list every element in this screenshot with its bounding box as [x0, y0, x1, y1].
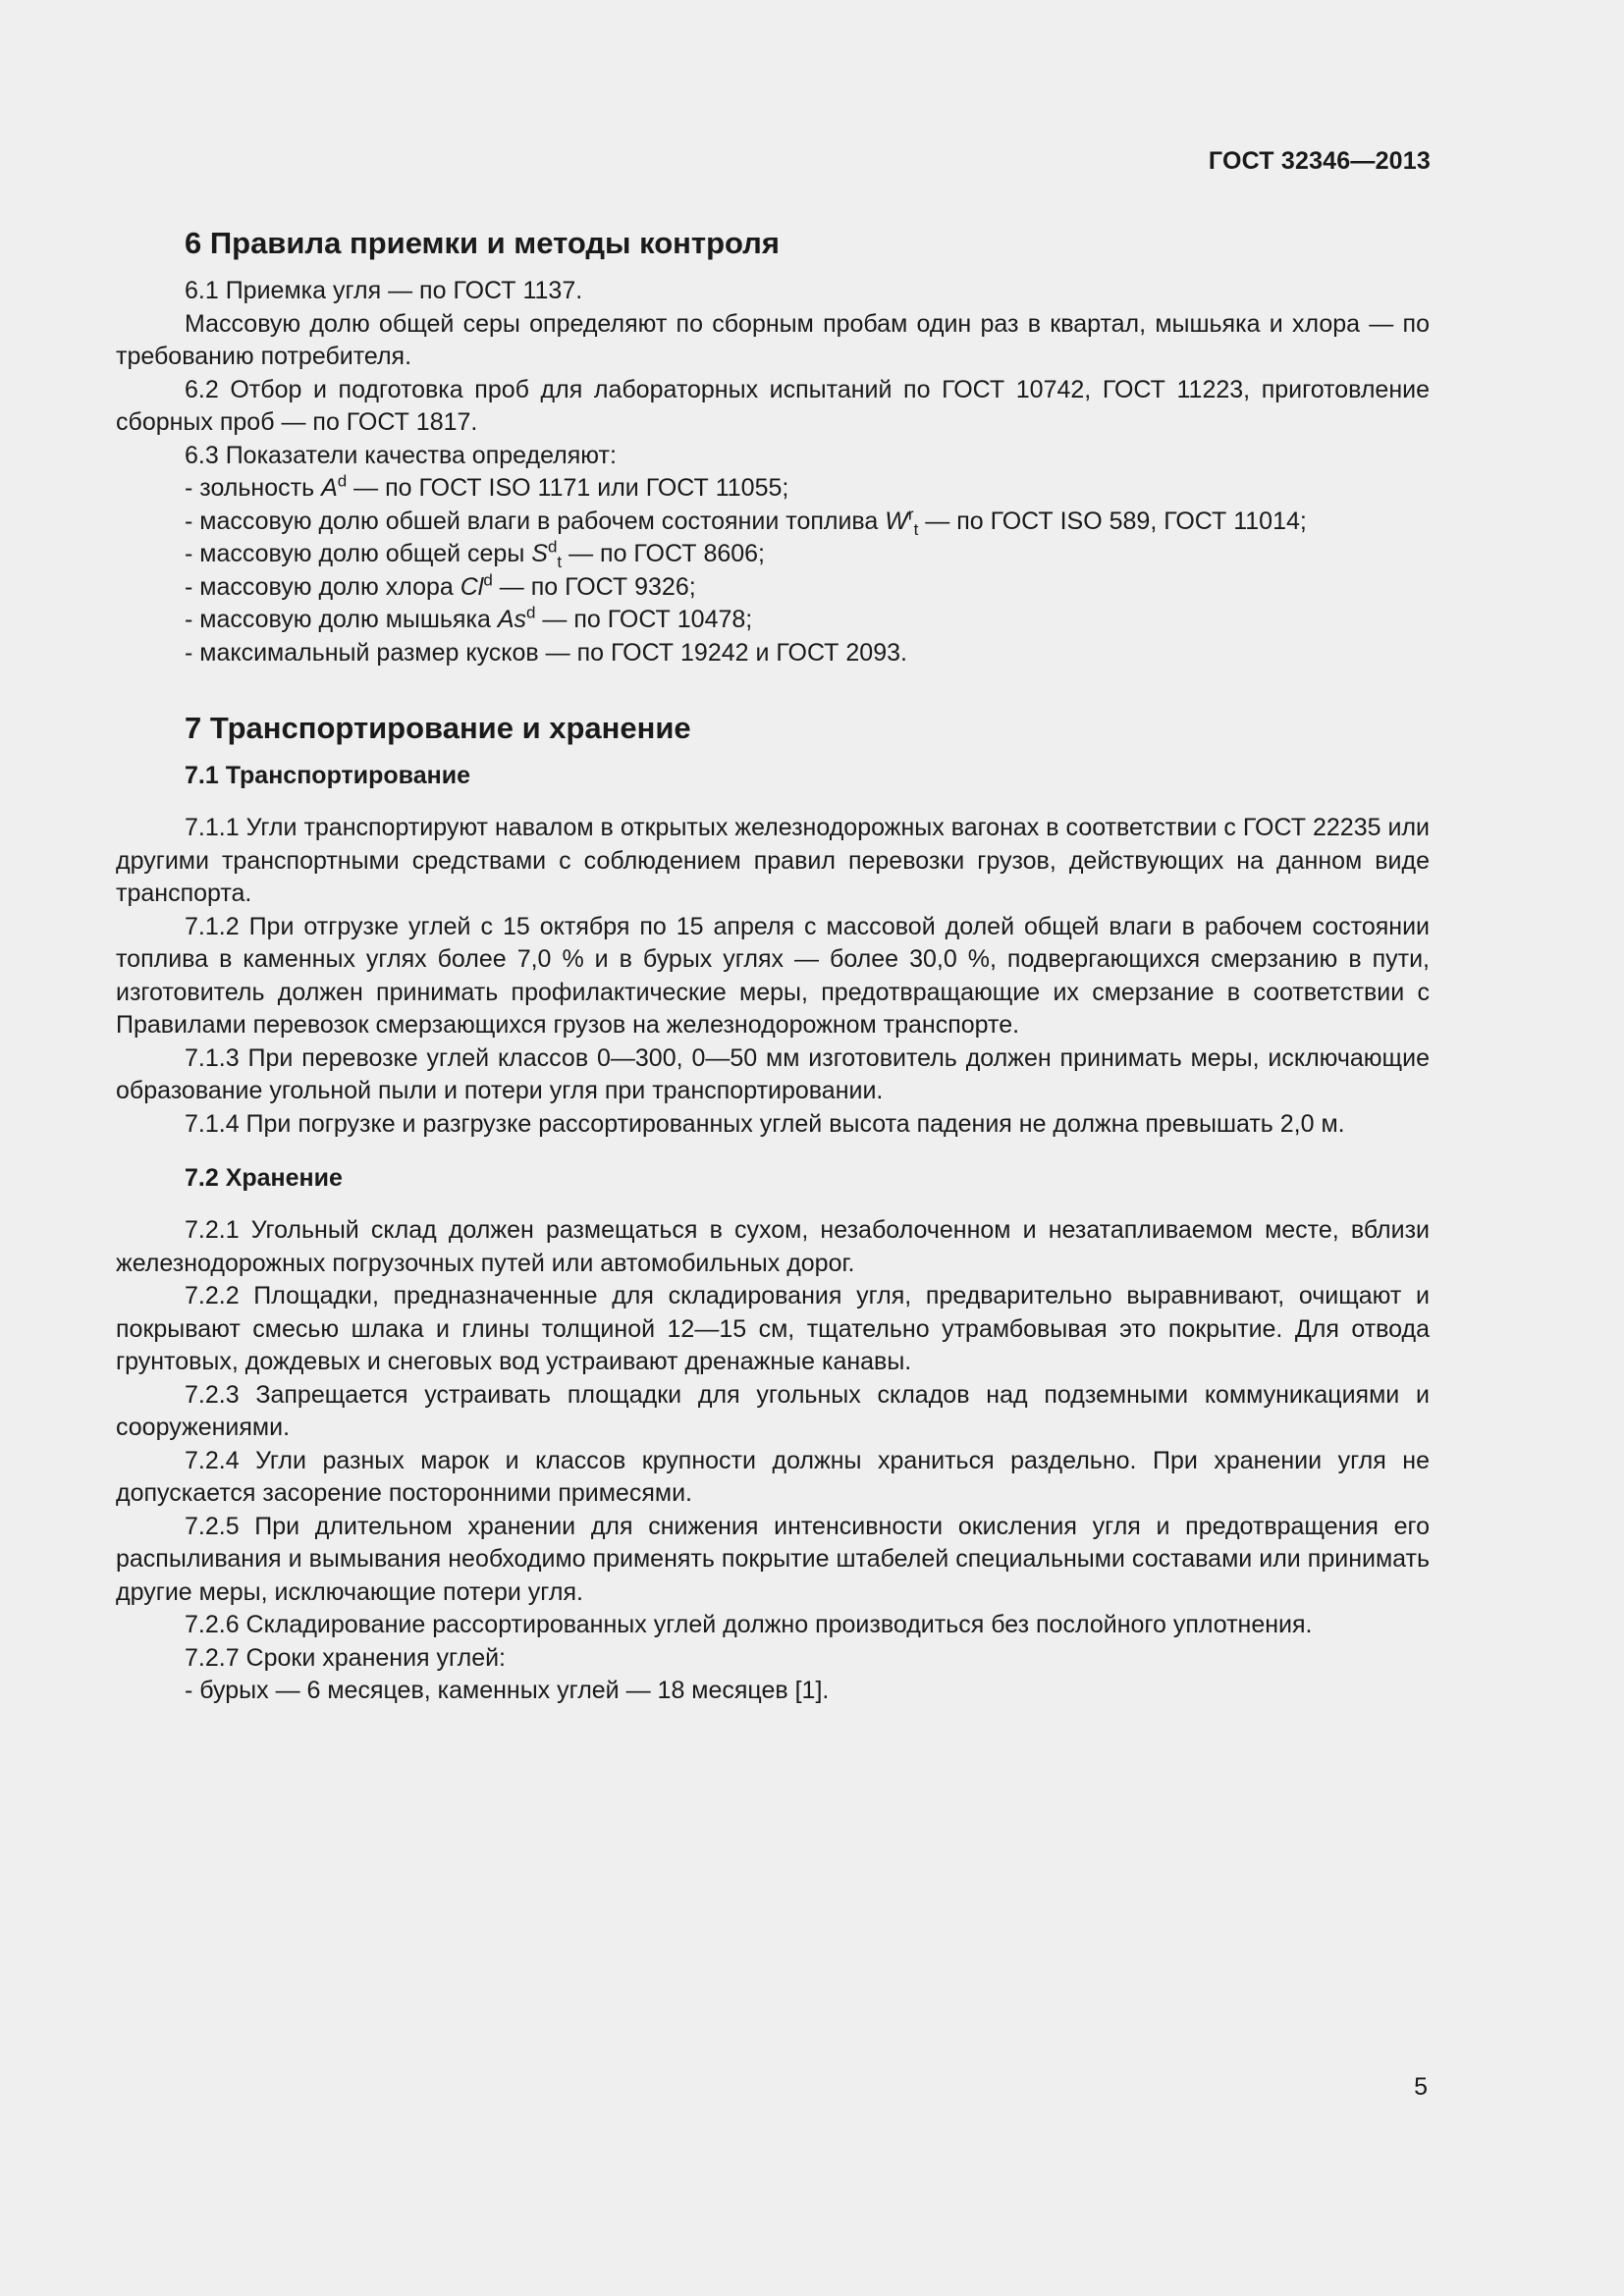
paragraph-6-1-sulfur: Массовую долю общей серы определяют по сборным пробам один раз в квартал, мышьяка и хлора — по требованию потребителя.	[116, 309, 1430, 370]
paragraph-6-3: 6.3 Показатели качества определяют:	[185, 441, 617, 469]
paragraph-7-2-5: 7.2.5 При длительном хранении для снижения интенсивности окисления угля и предотвращения его распыливания и вымывания необходимо применять покрытие штабелей специальными составами или принимать другие меры, исключающие потери угля.	[116, 1512, 1430, 1606]
list-item-storage-terms: - бурых — 6 месяцев, каменных углей — 18 месяцев [1].	[185, 1677, 830, 1704]
page-content	[116, 216, 1430, 1708]
paragraph-7-1-3: 7.1.3 При перевозке углей классов 0—300, 0—50 мм изготовитель должен принимать меры, исключающие образование угольной пыли и потери угля при транспортировании.	[116, 1043, 1430, 1104]
subsection-7-1-title: 7.1 Транспортирование	[185, 762, 470, 789]
paragraph-7-1-4: 7.1.4 При погрузке и разгрузке рассортированных углей высота падения не должна превышать 2,0 м.	[185, 1109, 1345, 1138]
paragraph-7-2-7: 7.2.7 Сроки хранения углей:	[185, 1643, 507, 1672]
paragraph-7-2-4: 7.2.4 Угли разных марок и классов крупности должны храниться раздельно. При хранении угля не допускается засорение посторонними примесями.	[116, 1446, 1430, 1507]
paragraph-7-1-1: 7.1.1 Угли транспортируют навалом в открытых железнодорожных вагонах в соответствии с ГОСТ 22235 или другими транспортными средствами с соблюдением правил перевозки грузов, действующих на данном виде транспорта.	[116, 814, 1430, 907]
list-item-ash: - зольность $A^d$ — по ГОСТ ISO 1171 или ГОСТ 11055;	[185, 471, 789, 502]
paragraph-6-1: 6.1 Приемка угля — по ГОСТ 1137.	[185, 277, 583, 304]
paragraph-7-2-2: 7.2.2 Площадки, предназначенные для складирования угля, предварительно выравнивают, очищают и покрывают смесью шлака и глины толщиной 12—15 см, тщательно утрамбовывая это покрытие. Для отвода грунтовых, дождевых и снеговых вод устраивают дренажные канавы.	[116, 1282, 1430, 1375]
section-6-title: 6 Правила приемки и методы контроля	[185, 226, 780, 260]
paragraph-6-2: 6.2 Отбор и подготовка проб для лабораторных испытаний по ГОСТ 10742, ГОСТ 11223, приготовление сборных проб — по ГОСТ 1817.	[116, 375, 1430, 436]
list-item-arsenic: - массовую долю мышьяка As$^d$ — по ГОСТ 10478;	[185, 603, 753, 633]
paragraph-7-2-6: 7.2.6 Складирование рассортированных углей должно производиться без послойного уплотнения.	[185, 1611, 1313, 1638]
paragraph-7-2-3: 7.2.3 Запрещается устраивать площадки для угольных складов над подземными коммуникациями и сооружениями.	[116, 1380, 1430, 1441]
document-code: ГОСТ 32346—2013	[1208, 147, 1431, 175]
subsection-7-2-title: 7.2 Хранение	[185, 1164, 343, 1192]
paragraph-7-2-1: 7.2.1 Угольный склад должен размещаться в сухом, незаболоченном и незатапливаемом месте, вблизи железнодорожных погрузочных путей или автомобильных дорог.	[116, 1216, 1430, 1277]
list-item-chlorine: - массовую долю хлора Cl$^d$ — по ГОСТ 9326;	[185, 570, 696, 601]
paragraph-7-1-2: 7.1.2 При отгрузке углей с 15 октября по 15 апреля с массовой долей общей влаги в рабочем состоянии топлива в каменных углях более 7,0 % и в бурых углях — более 30,0 %, подвергающихся смерзанию в пути, изготовитель должен принимать профилактические меры, предотвращающие их смерзание в соответствии с Правилами перевозок смерзающихся грузов на железнодорожном транспорте.	[116, 912, 1430, 1039]
list-item-sulfur: - массовую долю общей серы $S^d_t$ — по ГОСТ 8606;	[185, 537, 766, 571]
page-number: 5	[1414, 2073, 1428, 2101]
section-7-title: 7 Транспортирование и хранение	[185, 711, 691, 745]
list-item-moisture: - массовую долю обшей влаги в рабочем состоянии топлива $W^r_t$ — по ГОСТ ISO 589, ГОСТ 11014;	[185, 505, 1307, 539]
list-item-lump-size: - максимальный размер кусков — по ГОСТ 19242 и ГОСТ 2093.	[185, 638, 907, 667]
